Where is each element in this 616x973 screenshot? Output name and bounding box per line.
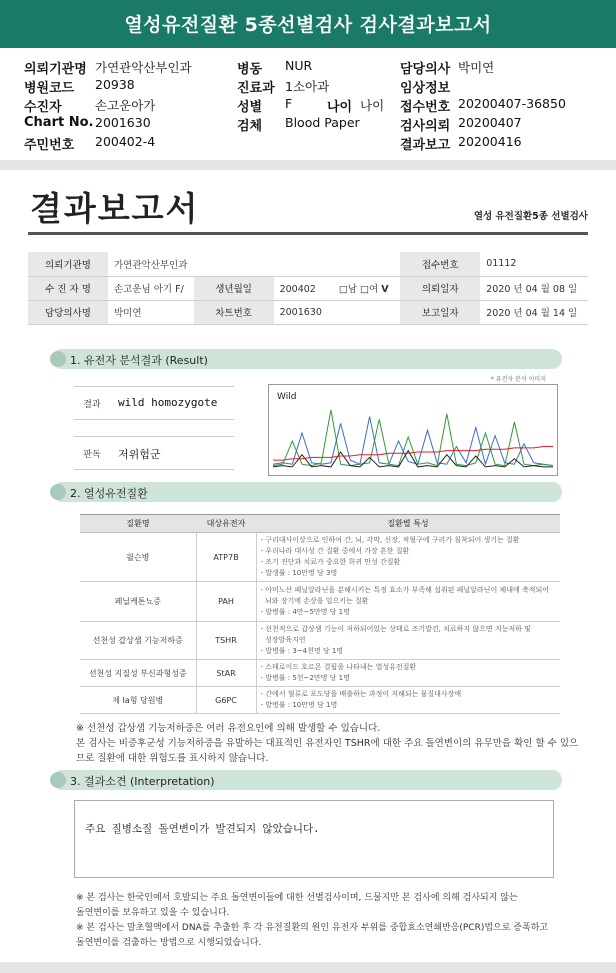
label-patient: 수진자 [24, 100, 62, 115]
patient-info-table [28, 252, 588, 325]
disease-name: 선천성 갑상샘 기능저하증 [80, 622, 196, 660]
target-gene: StAR [196, 660, 256, 687]
cell-label: 담당의사명 [28, 300, 108, 324]
section-bullet-icon [50, 484, 66, 500]
section-title: 1. 유전자 분석결과 (Result) [70, 354, 208, 367]
column-header: 질환명 [80, 515, 196, 533]
disease-features [256, 622, 560, 660]
disease-name: 페닐케톤뇨증 [80, 582, 196, 622]
feature-line: - 아미노산 페닐알라닌을 분해시키는 특정 효소가 부족해 섭취된 페닐알라닌이 체내에 축적되어 [260, 586, 549, 594]
report-subtitle: 열성 유전질환5종 선별검사 [473, 211, 588, 222]
analysis-image-note: * 유전자 분석 이미지 [490, 376, 546, 383]
cell-label: 차트번호 [194, 300, 274, 324]
table-row [80, 660, 560, 687]
table-header-row [80, 515, 560, 533]
section-title: 2. 열성유전질환 [70, 487, 148, 500]
sex-options: □남 □여 [338, 284, 379, 295]
judgment-label: 판독 [83, 450, 101, 460]
value-age: 나이 [360, 98, 385, 113]
value-ward: NUR [285, 58, 313, 73]
disease-features [256, 660, 560, 687]
label-hospital-code: 병원코드 [24, 81, 75, 96]
footnote-line: 므로 질환에 대한 위험도를 표시하지 않습니다. [76, 753, 269, 764]
judgment-value: 저위험군 [118, 448, 161, 461]
column-header: 대상유전자 [196, 515, 256, 533]
target-gene: PAH [196, 582, 256, 622]
cell-value: 2020 년 04 월 08 일 [480, 276, 588, 300]
disease-features [256, 582, 560, 622]
footnote-line: 본 검사는 비증후군성 기능저하증을 유발하는 대표적인 유전자인 TSHR에 대한 주요 돌연변이의 유무만을 확인 할 수 있으 [76, 738, 579, 749]
table-row [80, 533, 560, 582]
disease-table [80, 514, 560, 714]
label-doctor: 담당의사 [400, 62, 451, 77]
feature-line: - 발병률 : 10만명 당 1명 [260, 701, 338, 709]
dob-value: 200402 [279, 284, 316, 295]
label-clinical-info: 임상정보 [400, 81, 451, 96]
report-heading: 결과보고서 [30, 189, 200, 228]
label-rrn: 주민번호 [24, 138, 75, 153]
feature-line: - 발병률 : 5천~2만명 당 1명 [260, 674, 350, 682]
feature-line: 성장발육지연 [260, 636, 306, 644]
cell-label: 생년월일 [194, 276, 274, 300]
disclaimer-block [76, 891, 586, 951]
result-label: 결과 [83, 400, 101, 410]
value-report-date: 20200416 [458, 134, 522, 149]
feature-line: - 발병률 : 4만~5만명 당 1명 [260, 608, 350, 616]
cell-label: 의뢰일자 [400, 276, 480, 300]
chart-label: Wild [277, 392, 297, 402]
result-value: wild homozygote [118, 396, 218, 409]
value-sex: F [285, 96, 293, 111]
section-disease-header [52, 482, 562, 502]
label-chart-no: Chart No. [24, 115, 94, 130]
sex-mark: V [381, 284, 389, 295]
interpretation-box [74, 800, 554, 878]
sequencing-chart [268, 384, 558, 476]
cell-label: 의뢰기관명 [28, 252, 108, 276]
label-institution: 의뢰기관명 [24, 62, 87, 77]
feature-line: - 우리나라 대사성 간 질환 중에서 가장 흔한 질환 [260, 547, 410, 555]
section-title: 3. 결과소견 (Interpretation) [70, 775, 215, 788]
table-row [80, 687, 560, 714]
heading-rule [28, 232, 588, 235]
feature-line: - 스테로이드 호르몬 결핍을 나타내는 열성유전질환 [260, 663, 417, 671]
cell-value: 가연관악산부인과 [108, 252, 400, 276]
cell-label: 수 진 자 명 [28, 276, 108, 300]
cell-label: 접수번호 [400, 252, 480, 276]
feature-line: - 조기 진단과 치료가 중요한 희귀 만성 간질환 [260, 558, 401, 566]
section-interpretation-header [52, 770, 562, 790]
disclaimer-line: ※ 본 검사는 말초혈액에서 DNA를 추출한 후 각 유전질환의 원인 유전자 부위를 중합효소연쇄반응(PCR)법으로 증폭하고 [76, 923, 549, 933]
value-specimen: Blood Paper [285, 115, 360, 130]
disease-features [256, 687, 560, 714]
feature-line: - 구리대사이상으로 인하여 간, 뇌, 각막, 신장, 적혈구에 구리가 침착되어 생기는 질환 [260, 536, 520, 544]
target-gene: G6PC [196, 687, 256, 714]
section-bullet-icon [50, 351, 66, 367]
disease-name: 제 Ia형 당원병 [80, 687, 196, 714]
value-patient: 손고운아가 [95, 98, 156, 113]
section-result-header [52, 349, 562, 369]
table-row [28, 300, 588, 324]
value-receipt-no: 20200407-36850 [458, 96, 566, 111]
target-gene: TSHR [196, 622, 256, 660]
cell-value: 2001630 [274, 300, 401, 324]
bottom-separator [0, 962, 616, 973]
report-title: 열성유전질환 5종선별검사 검사결과보고서 [124, 14, 492, 36]
table-row [28, 276, 588, 300]
label-department: 진료과 [237, 81, 275, 96]
value-doctor: 박미연 [458, 60, 495, 75]
feature-line: - 선천적으로 갑상샘 기능이 저하되어있는 상태로 조기발견, 치료하지 않으면 지능저하 및 [260, 625, 531, 633]
value-examiner: 20200407 [458, 115, 522, 130]
cell-dob [274, 276, 401, 300]
interpretation-text: 주요 질병소질 돌연변이가 발견되지 않았습니다. [85, 823, 320, 835]
cell-value: 손고운님 아기 F/ [108, 276, 194, 300]
label-specimen: 검체 [237, 119, 263, 134]
cell-label: 보고일자 [400, 300, 480, 324]
value-hospital-code: 20938 [95, 77, 135, 92]
disease-features [256, 533, 560, 582]
disease-name: 윌슨병 [80, 533, 196, 582]
label-report-date: 결과보고 [400, 138, 451, 153]
label-age: 나이 [327, 100, 353, 115]
section-bullet-icon [50, 772, 66, 788]
value-institution: 가연관악산부인과 [95, 60, 192, 75]
disclaimer-line: 돌연변이를 보유하고 있을 수 있습니다. [76, 908, 230, 918]
value-chart-no: 2001630 [95, 115, 151, 130]
label-examiner: 검사의뢰 [400, 119, 451, 134]
page-separator [0, 160, 616, 170]
label-ward: 병동 [237, 62, 263, 77]
cell-value: 박미연 [108, 300, 194, 324]
result-row [74, 386, 234, 420]
feature-line: 뇌와 장기에 손상을 일으키는 질환 [260, 597, 369, 605]
feature-line: - 간에서 혈류로 포도당을 배출하는 과정이 저해되는 물질대사장애 [260, 690, 462, 698]
feature-line: - 발생률 : 10만명 당 3명 [260, 569, 338, 577]
disclaimer-line: ※ 본 검사는 한국인에서 호발되는 주요 돌연변이들에 대한 선별검사이며, 드물지만 본 검사에 의해 검사되지 않는 [76, 893, 518, 903]
cell-value: 2020 년 04 월 14 일 [480, 300, 588, 324]
column-header: 질환별 특성 [256, 515, 560, 533]
cell-value: 01112 [480, 252, 588, 276]
disease-footnote [76, 721, 586, 766]
disease-name: 선천성 지질성 부신과형성증 [80, 660, 196, 687]
label-receipt-no: 접수번호 [400, 100, 451, 115]
label-sex: 성별 [237, 100, 263, 115]
footnote-line: ※ 선천성 갑상샘 기능저하증은 여러 유전요인에 의해 발생할 수 있습니다. [76, 723, 381, 734]
disclaimer-line: 돌연변이를 검출하는 방법으로 시행되었습니다. [76, 938, 262, 948]
table-row [80, 582, 560, 622]
table-row [80, 622, 560, 660]
report-title-bar [0, 0, 616, 48]
judgment-row [74, 436, 234, 470]
sequencing-chart-svg [269, 385, 557, 475]
feature-line: - 발병률 : 3~4천명 당 1명 [260, 647, 344, 655]
value-rrn: 200402-4 [95, 134, 156, 149]
target-gene: ATP7B [196, 533, 256, 582]
value-department: 1소아과 [285, 79, 330, 94]
table-row [28, 252, 588, 276]
